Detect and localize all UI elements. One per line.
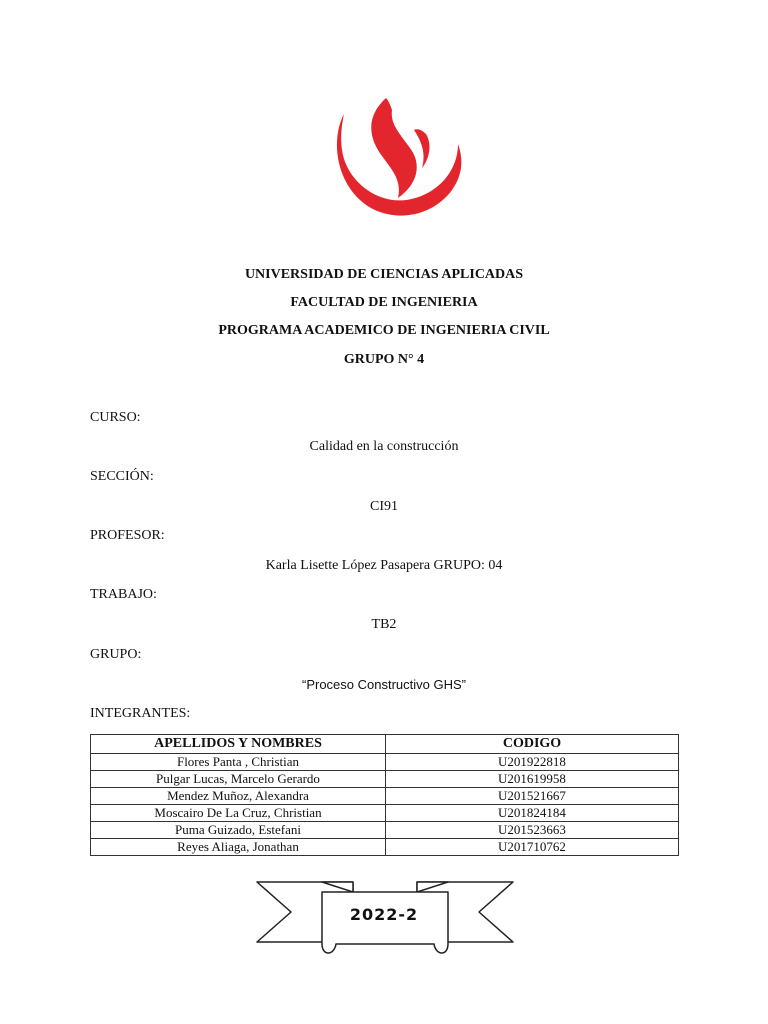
member-code: U201619958	[386, 771, 679, 788]
logo-flame	[371, 98, 417, 198]
integrantes-label: INTEGRANTES:	[90, 706, 191, 721]
table-row	[91, 754, 679, 771]
members-table	[90, 734, 679, 856]
table-row	[91, 822, 679, 839]
curso-label: CURSO:	[90, 410, 141, 425]
grupo-value: “Proceso Constructivo GHS”	[302, 677, 466, 692]
logo-flame-tongue	[414, 129, 429, 168]
member-name: Pulgar Lucas, Marcelo Gerardo	[91, 771, 386, 788]
profesor-label: PROFESOR:	[90, 528, 165, 543]
seccion-value: CI91	[370, 499, 398, 514]
table-header-row	[91, 735, 679, 754]
university-name: UNIVERSIDAD DE CIENCIAS APLICADAS	[244, 267, 524, 282]
member-name: Reyes Aliaga, Jonathan	[91, 839, 386, 856]
table-row	[91, 771, 679, 788]
member-name: Moscairo De La Cruz, Christian	[91, 805, 386, 822]
member-name: Mendez Muñoz, Alexandra	[91, 788, 386, 805]
grupo-label: GRUPO:	[90, 647, 142, 662]
faculty-name: FACULTAD DE INGENIERIA	[290, 295, 478, 310]
profesor-value: Karla Lisette López Pasapera GRUPO: 04	[265, 558, 503, 573]
table-row	[91, 805, 679, 822]
table-row	[91, 788, 679, 805]
member-code: U201922818	[386, 754, 679, 771]
member-code: U201521667	[386, 788, 679, 805]
table-row	[91, 839, 679, 856]
trabajo-value: TB2	[371, 617, 397, 632]
member-code: U201523663	[386, 822, 679, 839]
trabajo-label: TRABAJO:	[90, 587, 157, 602]
curso-value: Calidad en la construcción	[309, 439, 459, 454]
column-header-code: CODIGO	[386, 735, 679, 754]
member-code: U201710762	[386, 839, 679, 856]
program-name: PROGRAMA ACADEMICO DE INGENIERIA CIVIL	[218, 323, 550, 338]
seccion-label: SECCIÓN:	[90, 469, 154, 484]
column-header-names: APELLIDOS Y NOMBRES	[91, 735, 386, 754]
year-label: 2022-2	[349, 905, 419, 924]
group-number: GRUPO N° 4	[343, 352, 425, 367]
university-flame-logo	[330, 96, 464, 224]
member-name: Flores Panta , Christian	[91, 754, 386, 771]
member-code: U201824184	[386, 805, 679, 822]
member-name: Puma Guizado, Estefani	[91, 822, 386, 839]
